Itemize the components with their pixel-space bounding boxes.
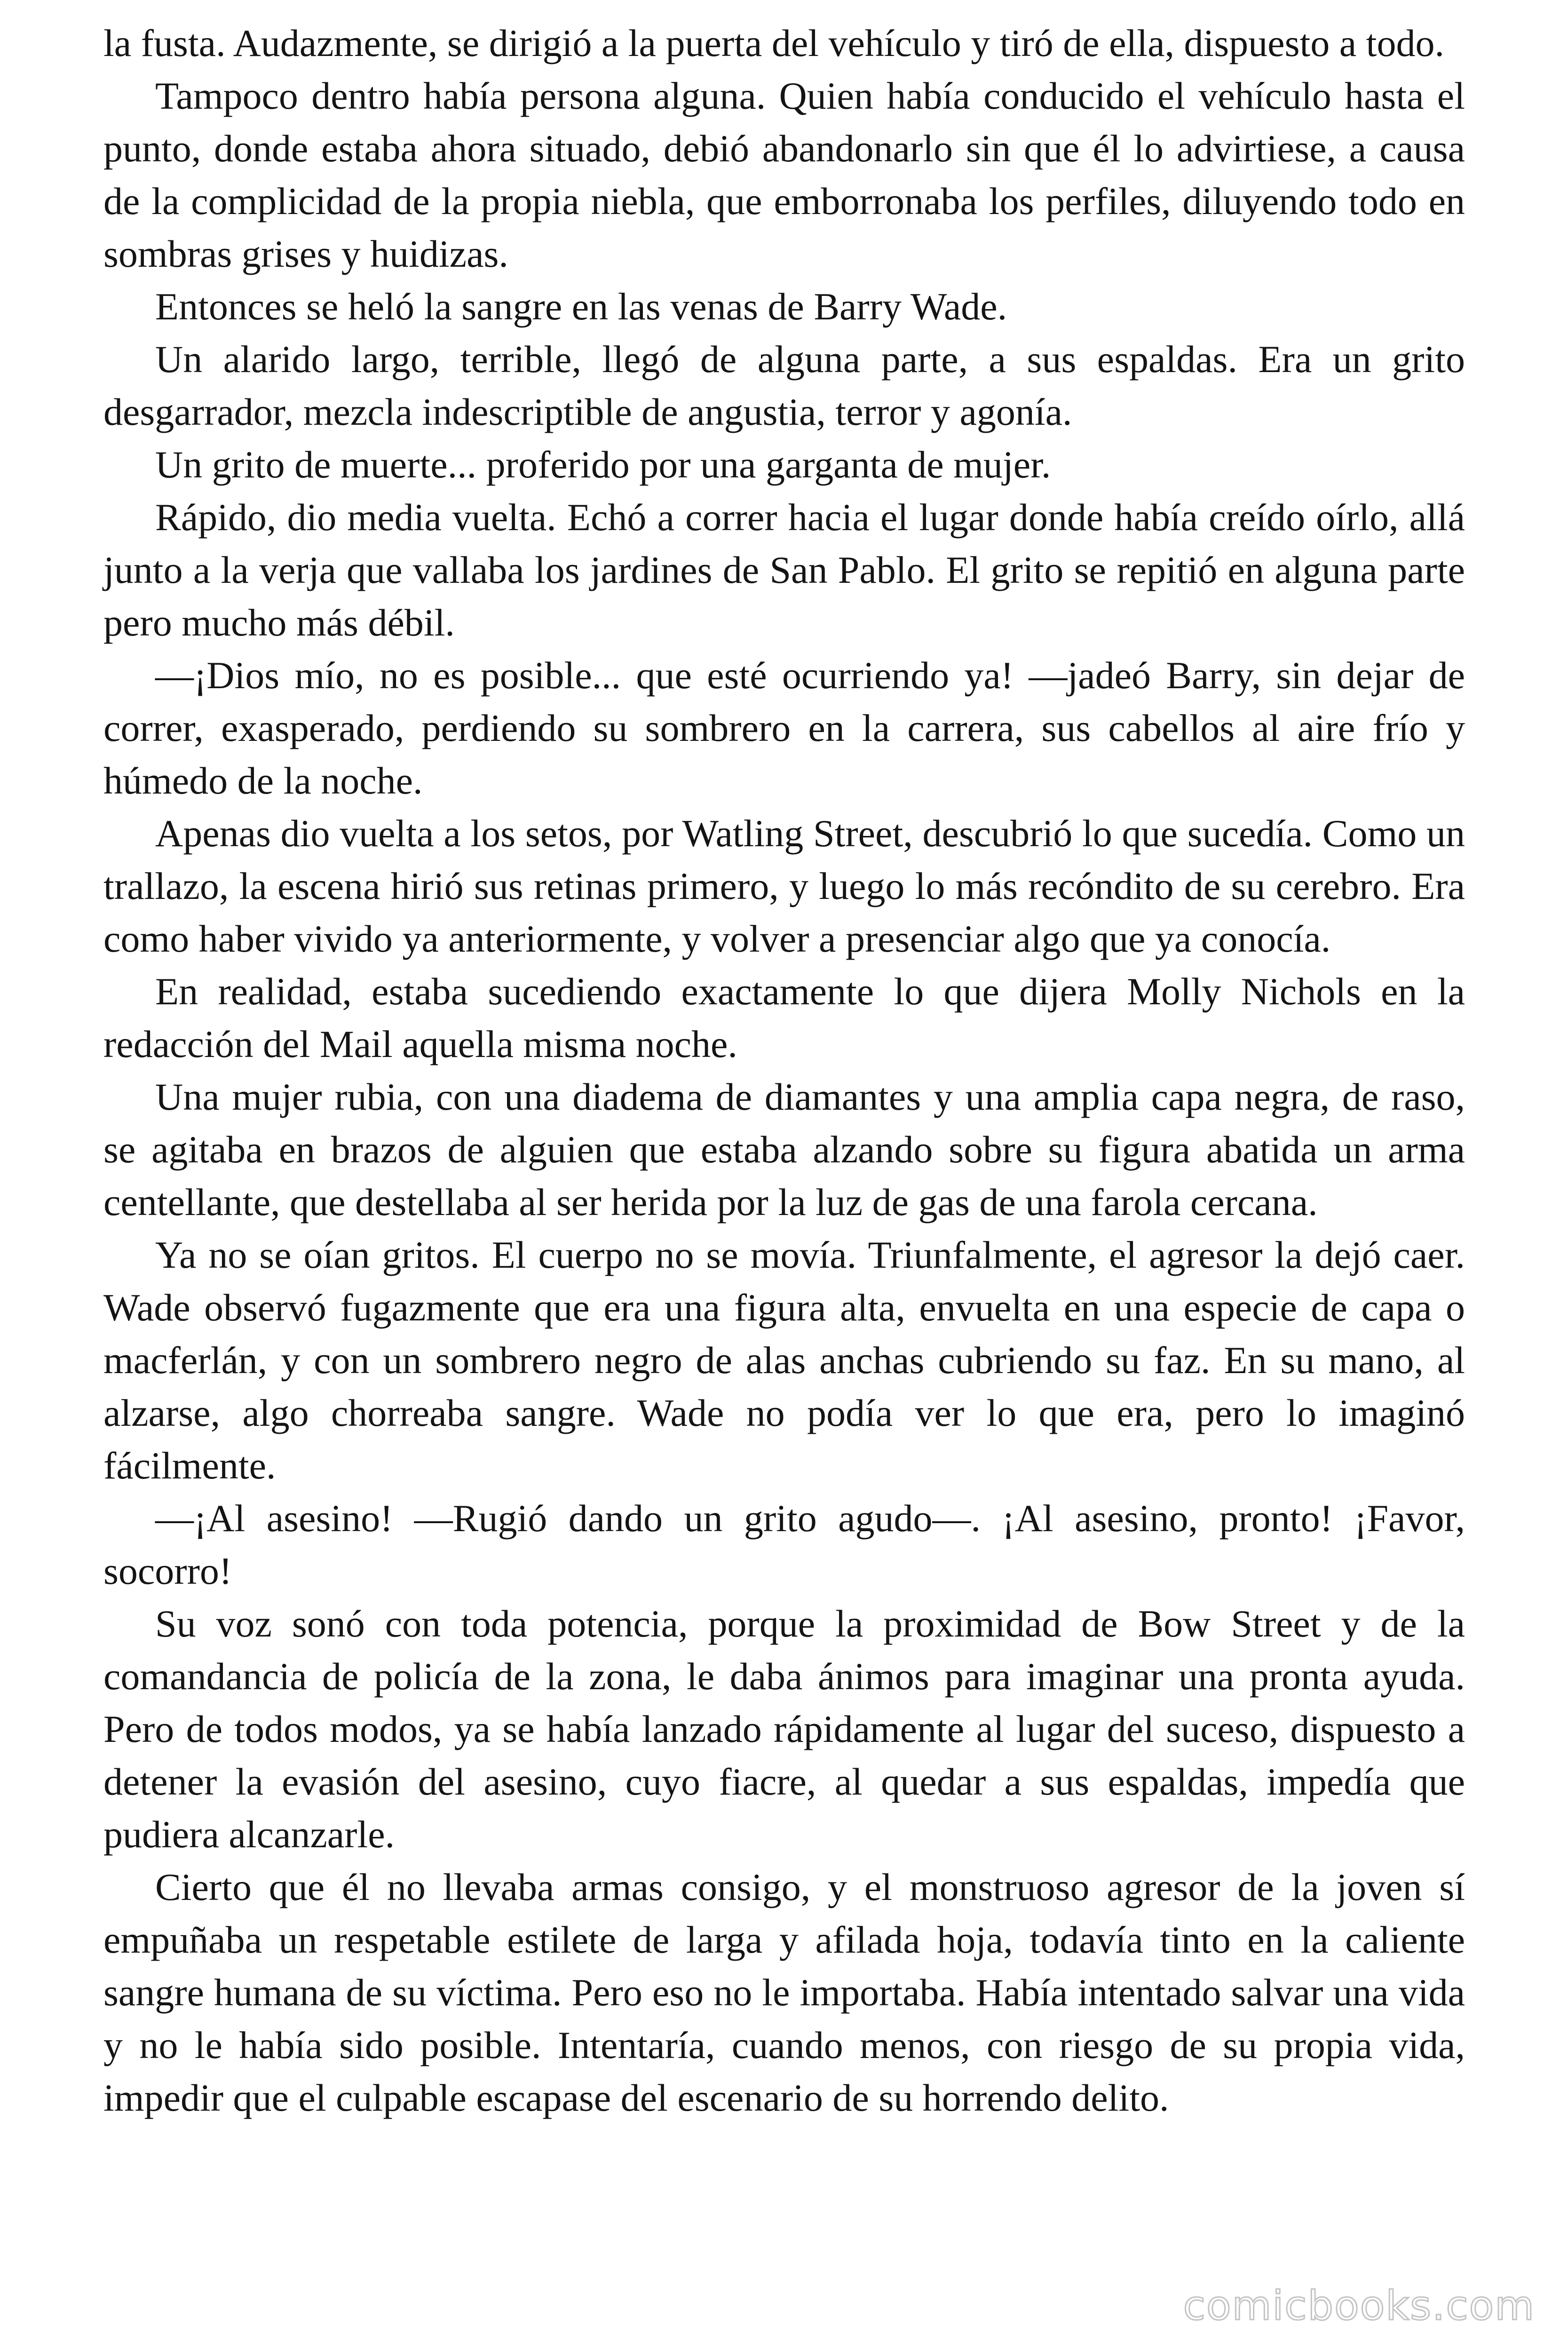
- paragraph: —¡Al asesino! —Rugió dando un grito agudo—. ¡Al asesino, pronto! ¡Favor, socorro!: [103, 1497, 1465, 1592]
- paragraph: Un grito de muerte... proferido por una garganta de mujer.: [155, 443, 1051, 486]
- paragraph: Su voz sonó con toda potencia, porque la proximidad de Bow Street y de la comandancia de policía de la zona, le daba ánimos para imaginar una pronta ayuda. Pero de todos modos, ya se había lanzado rápidamente al lugar del suceso, dispuesto a detener la evasión del asesino, cuyo fiacre, al quedar a sus espaldas, impedía que pudiera alcanzarle.: [103, 1602, 1465, 1856]
- paragraph: Tampoco dentro había persona alguna. Quien había conducido el vehículo hasta el punto, donde estaba ahora situado, debió abandonarlo sin que él lo advirtiese, a causa de la complicidad de la propia niebla, que emborronaba los perfiles, diluyendo todo en sombras grises y huidizas.: [103, 74, 1465, 275]
- paragraph: Un alarido largo, terrible, llegó de alguna parte, a sus espaldas. Era un grito desgarrador, mezcla indescriptible de angustia, terror y agonía.: [103, 338, 1465, 433]
- watermark: comicbooks.com: [1183, 2282, 1535, 2329]
- paragraph: Apenas dio vuelta a los setos, por Watling Street, descubrió lo que sucedía. Como un trallazo, la escena hirió sus retinas primero, y luego lo más recóndito de su cerebro. Era como haber vivido ya anteriormente, y volver a presenciar algo que ya conocía.: [103, 812, 1465, 960]
- paragraph: Una mujer rubia, con una diadema de diamantes y una amplia capa negra, de raso, se agitaba en brazos de alguien que estaba alzando sobre su figura abatida un arma centellante, que destellaba al ser herida por la luz de gas de una farola cercana.: [103, 1075, 1465, 1224]
- paragraph: —¡Dios mío, no es posible... que esté ocurriendo ya! —jadeó Barry, sin dejar de correr, exasperado, perdiendo su sombrero en la carrera, sus cabellos al aire frío y húmedo de la noche.: [103, 654, 1465, 802]
- paragraph: Ya no se oían gritos. El cuerpo no se movía. Triunfalmente, el agresor la dejó caer. Wade observó fugazmente que era una figura alta, envuelta en una especie de capa o macferlán, y con un sombrero negro de alas anchas cubriendo su faz. En su mano, al alzarse, algo chorreaba sangre. Wade no podía ver lo que era, pero lo imaginó fácilmente.: [103, 1233, 1465, 1487]
- page-body: [103, 17, 1465, 2124]
- paragraph: Entonces se heló la sangre en las venas de Barry Wade.: [155, 285, 1007, 328]
- paragraph: Rápido, dio media vuelta. Echó a correr hacia el lugar donde había creído oírlo, allá junto a la verja que vallaba los jardines de San Pablo. El grito se repitió en alguna parte pero mucho más débil.: [103, 496, 1465, 644]
- paragraph: En realidad, estaba sucediendo exactamente lo que dijera Molly Nichols en la redacción del Mail aquella misma noche.: [103, 970, 1465, 1065]
- paragraph: la fusta. Audazmente, se dirigió a la puerta del vehículo y tiró de ella, dispuesto a todo.: [103, 22, 1444, 64]
- paragraph: Cierto que él no llevaba armas consigo, y el monstruoso agresor de la joven sí empuñaba un respetable estilete de larga y afilada hoja, todavía tinto en la caliente sangre humana de su víctima. Pero eso no le importaba. Había intentado salvar una vida y no le había sido posible. Intentaría, cuando menos, con riesgo de su propia vida, impedir que el culpable escapase del escenario de su horrendo delito.: [103, 1866, 1465, 2119]
